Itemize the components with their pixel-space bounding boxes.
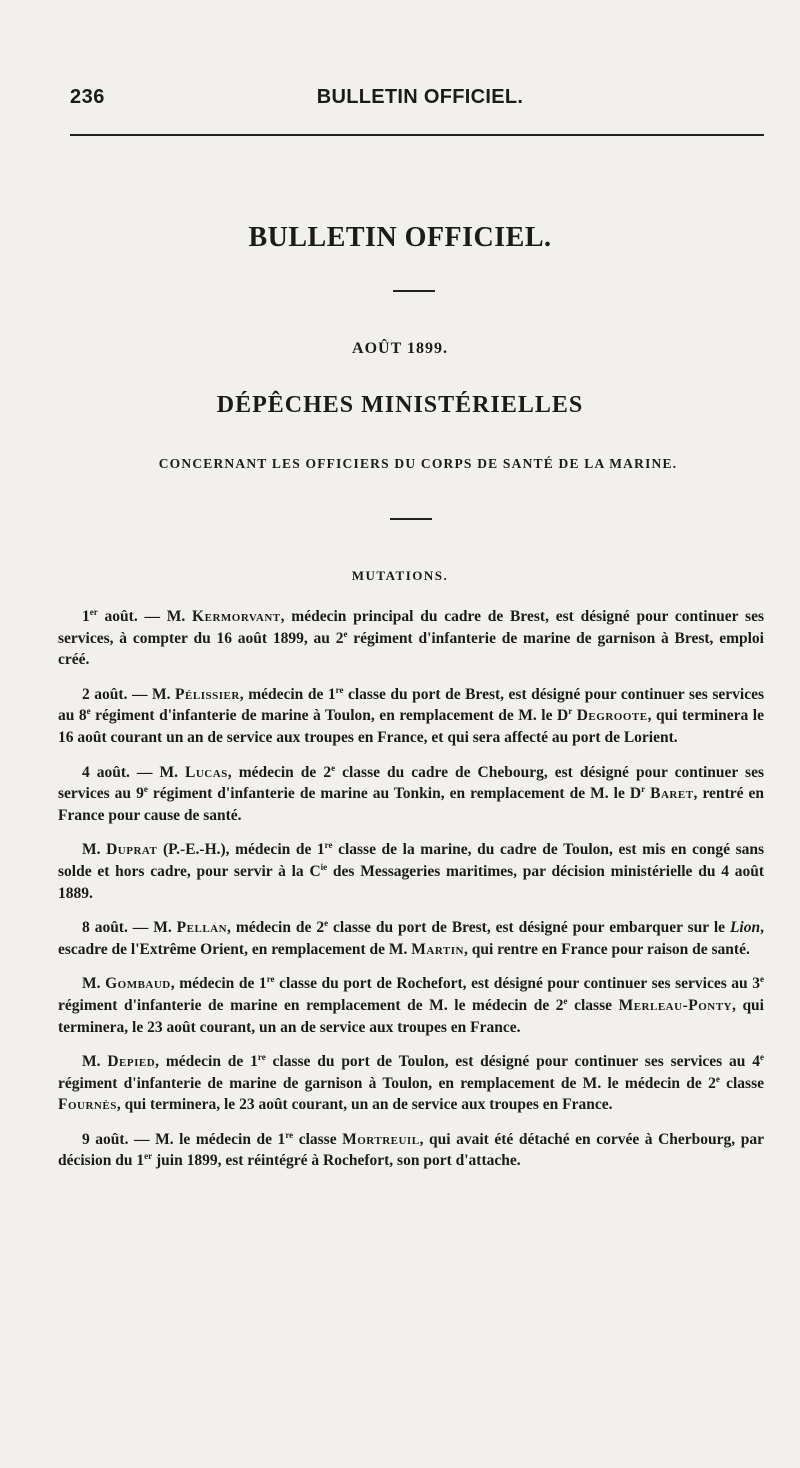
text: régiment d'infanterie de marine au Tonkin, en remplacement de M. le D bbox=[147, 785, 642, 803]
person-name: Depied bbox=[107, 1053, 156, 1071]
text: classe bbox=[567, 996, 619, 1014]
text: , médecin de 1 bbox=[239, 685, 336, 703]
text: , qui terminera, le 23 août courant, un an de service aux troupes en France. bbox=[116, 1096, 613, 1114]
superscript: e bbox=[760, 1051, 764, 1062]
superscript: e bbox=[563, 995, 568, 1006]
text: régiment d'infanterie de marine à Toulon, en remplacement de M. le D bbox=[90, 707, 569, 725]
text: 8 août. — M. bbox=[82, 919, 177, 937]
paragraph-4 bbox=[58, 839, 764, 904]
body-text bbox=[58, 606, 764, 1185]
text: régiment d'infanterie de marine de garnison à Brest, emploi créé. bbox=[58, 629, 764, 669]
text: classe du port de Toulon, est désigné pour continuer ses services au 4 bbox=[265, 1053, 760, 1071]
superscript: e bbox=[324, 917, 329, 928]
text: classe du port de Rochefort, est désigné pour continuer ses services au 3 bbox=[274, 975, 760, 993]
text: , médecin de 2 bbox=[227, 763, 332, 781]
text: des Messageries maritimes, par décision ministérielle du 4 août 1889. bbox=[58, 862, 764, 902]
subheading-mutations: MUTATIONS. bbox=[351, 568, 449, 583]
superscript: re bbox=[324, 840, 333, 851]
superscript: e bbox=[715, 1073, 720, 1084]
paragraph-1 bbox=[58, 606, 764, 671]
text: , qui terminera, le 23 août courant, un an de service aux troupes en France. bbox=[58, 996, 764, 1036]
person-name: Kermorvant bbox=[192, 608, 281, 625]
section-title: DÉPÊCHES MINISTÉRIELLES bbox=[216, 392, 584, 418]
text: classe bbox=[293, 1130, 343, 1148]
text: juin 1899, est réintégré à Rochefort, son port d'attache. bbox=[152, 1152, 521, 1170]
superscript: e bbox=[760, 974, 764, 985]
superscript: e bbox=[143, 784, 148, 794]
text: classe du port de Brest, est désigné pour embarquer sur le bbox=[328, 919, 730, 937]
text: classe de la marine, du cadre de Toulon, est mis en congé sans solde et hors cadre, pour servir à la C bbox=[58, 841, 764, 880]
person-name: Gombaud bbox=[105, 975, 171, 993]
paragraph-5 bbox=[58, 917, 764, 960]
text: 1 bbox=[82, 608, 90, 625]
text: classe du port de Brest, est désigné pour continuer ses services au 8 bbox=[58, 685, 764, 725]
superscript: re bbox=[266, 974, 275, 985]
paragraph-8 bbox=[58, 1129, 764, 1172]
section-subtitle: CONCERNANT LES OFFICIERS DU CORPS DE SANTÉ DE LA MARINE. bbox=[158, 456, 678, 471]
ship-name: Lion bbox=[729, 919, 761, 937]
text: , qui rentre en France pour raison de santé. bbox=[463, 940, 750, 958]
person-name: Lucas bbox=[185, 763, 228, 781]
issue-date: AOÛT 1899. bbox=[352, 340, 448, 357]
person-name: Degroote bbox=[576, 707, 648, 725]
paragraph-2 bbox=[58, 684, 764, 749]
superscript: r bbox=[568, 706, 573, 717]
text: régiment d'infanterie de marine en remplacement de M. le médecin de 2 bbox=[58, 996, 564, 1014]
person-name: Fournès bbox=[58, 1096, 117, 1114]
text: 9 août. — M. le médecin de 1 bbox=[82, 1130, 286, 1148]
person-name: Martin bbox=[411, 940, 464, 958]
text: , médecin de 1 bbox=[155, 1053, 258, 1071]
superscript: e bbox=[331, 762, 336, 773]
superscript: re bbox=[285, 1129, 294, 1140]
text: , qui avait été détaché en corvée à Cherbourg, par décision du 1 bbox=[58, 1130, 764, 1170]
text: , médecin de 1 bbox=[170, 975, 267, 993]
superscript: re bbox=[257, 1051, 266, 1062]
superscript: er bbox=[144, 1151, 153, 1162]
person-name: Pellan bbox=[176, 919, 228, 937]
person-name: Pélissier bbox=[175, 685, 240, 703]
text: 4 août. — M. bbox=[82, 763, 185, 781]
text: classe bbox=[719, 1074, 764, 1092]
superscript: re bbox=[335, 684, 344, 695]
page-number: 236 bbox=[70, 86, 105, 108]
superscript: e bbox=[343, 628, 348, 639]
person-name: Duprat bbox=[106, 841, 158, 859]
person-name: Baret bbox=[650, 785, 694, 803]
text: , rentré en France pour cause de santé. bbox=[58, 785, 765, 824]
paragraph-6 bbox=[58, 973, 764, 1038]
header-rule bbox=[70, 134, 764, 136]
running-title: BULLETIN OFFICIEL. bbox=[316, 86, 524, 108]
text: M. bbox=[82, 841, 107, 859]
superscript: r bbox=[641, 784, 646, 794]
text: (P.-E.-H.), médecin de 1 bbox=[157, 841, 325, 859]
text: , médecin principal du cadre de Brest, est désigné pour continuer ses services, à compter du 16 août 1899, au 2 bbox=[58, 608, 764, 647]
text: régiment d'infanterie de marine de garnison à Toulon, en remplacement de M. le médecin de 2 bbox=[58, 1074, 716, 1092]
superscript: e bbox=[86, 706, 91, 717]
paragraph-3 bbox=[58, 762, 764, 827]
text: , qui terminera le 16 août courant un an de service aux troupes en France, et qui sera affecté au port de Lorient. bbox=[58, 707, 764, 746]
section-divider bbox=[390, 518, 432, 520]
text: M. bbox=[82, 975, 106, 993]
running-header bbox=[70, 86, 770, 116]
title-divider bbox=[393, 290, 435, 292]
person-name: Mortreuil bbox=[342, 1130, 420, 1148]
person-name: Merleau-Ponty bbox=[618, 996, 732, 1014]
page-title: BULLETIN OFFICIEL. bbox=[248, 222, 552, 253]
text: 2 août. — M. bbox=[82, 685, 176, 703]
text: , médecin de 2 bbox=[227, 919, 325, 937]
text: M. bbox=[82, 1053, 108, 1071]
text: , escadre de l'Extrême Orient, en remplacement de M. bbox=[58, 919, 764, 958]
superscript: ie bbox=[320, 861, 328, 872]
paragraph-7 bbox=[58, 1051, 764, 1116]
text: classe du cadre de Chebourg, est désigné pour continuer ses services au 9 bbox=[58, 763, 764, 803]
text: août. — M. bbox=[97, 608, 193, 625]
superscript: er bbox=[89, 606, 98, 617]
